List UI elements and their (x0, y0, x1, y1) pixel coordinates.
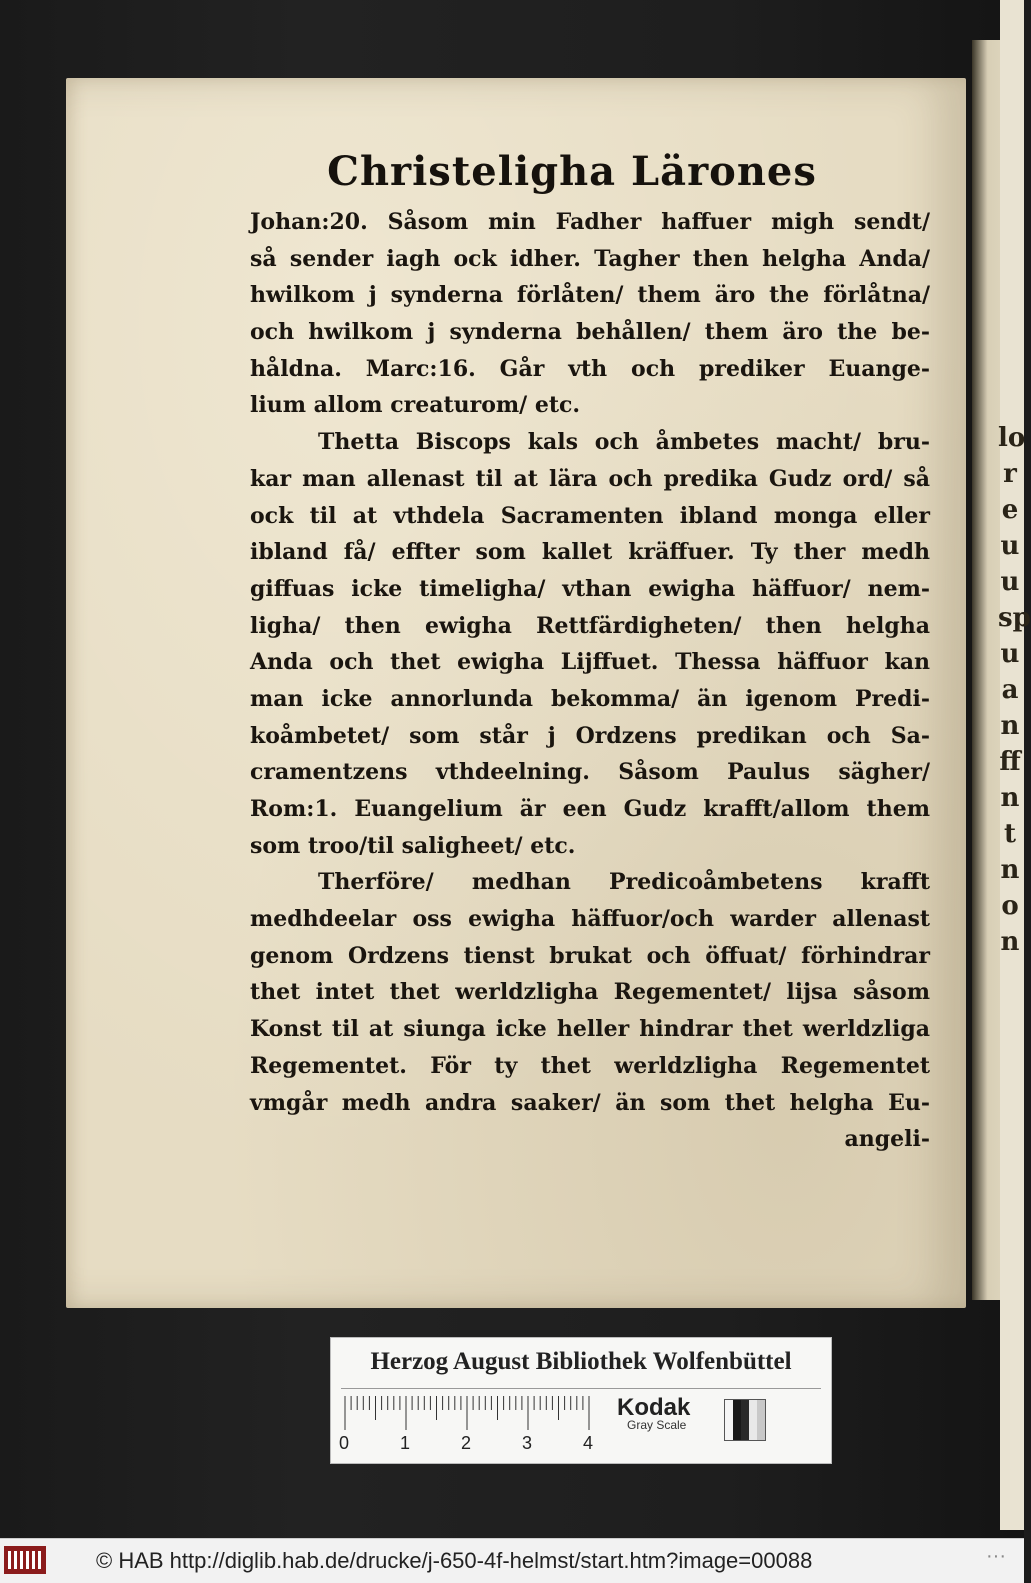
page-body-text (250, 204, 930, 1158)
text-line: cramentzens vthdeelning. Såsom Paulus sägher/ (250, 759, 930, 786)
text-line: koåmbetet/ som står j Ordzens predikan och Sa- (250, 722, 930, 749)
text-line: man icke annorlunda bekomma/ än igenom Predi- (250, 685, 930, 712)
text-line: håldna. Marc:16. Går vth och prediker Euange- (250, 355, 930, 382)
ruler-number-4: 4 (583, 1433, 594, 1453)
text-line: ibland få/ effter som kallet kräffuer. Ty ther medh (250, 539, 930, 566)
facing-page-glyph: lo (998, 423, 1026, 453)
text-line: ock til at vthdela Sacramenten ibland monga eller (250, 502, 930, 529)
calibration-card-divider (341, 1388, 821, 1389)
ruler-number-3: 3 (522, 1433, 533, 1453)
facing-page-glyph: sp (998, 603, 1031, 633)
text-line: ligha/ then ewigha Rettfärdigheten/ then helgha (250, 612, 930, 639)
text-line: thet intet thet werldzligha Regementet/ lijsa såsom (250, 979, 930, 1006)
kodak-logo: Kodak (617, 1394, 691, 1421)
text-line: Thetta Biscops kals och åmbetes macht/ bru- (318, 429, 930, 456)
ruler-scale (343, 1394, 603, 1434)
text-line: Rom:1. Euangelium är een Gudz krafft/allom them (250, 796, 930, 822)
color-calibration-card (330, 1337, 832, 1464)
text-line: kar man allenast til at lära och predika Gudz ord/ så (250, 465, 930, 492)
facing-page-text-fragments (998, 420, 1031, 960)
viewer-footer-bar (0, 1538, 1024, 1583)
text-line: Johan:20. Såsom min Fadher haffuer migh sendt/ (250, 209, 930, 235)
source-url-link[interactable]: © HAB http://diglib.hab.de/drucke/j-650-4f-helmst/start.htm?image=00088 (96, 1548, 813, 1573)
page-running-title: Christeligha Lärones (327, 148, 817, 195)
text-line: giffuas icke timeligha/ vthan ewigha häffuor/ nem- (250, 575, 930, 602)
facing-page-glyph: n (1000, 783, 1020, 813)
facing-page-glyph: o (1001, 891, 1019, 921)
calibration-card-title: Herzog August Bibliothek Wolfenbüttel (370, 1348, 792, 1375)
facing-page-glyph: ff (999, 747, 1021, 777)
text-line: som troo/til saligheet/ etc. (250, 832, 576, 859)
facing-page-glyph: n (1000, 855, 1020, 885)
text-line: vmgår medh andra saaker/ än som thet helgha Eu- (250, 1089, 930, 1116)
facing-page-glyph: u (1000, 639, 1020, 669)
facing-page-glyph: t (1003, 819, 1016, 849)
facing-page-glyph: e (1001, 495, 1019, 525)
facing-page-glyph: a (1001, 675, 1019, 705)
text-line: genom Ordzens tienst brukat och öffuat/ förhindrar (250, 942, 930, 969)
facing-page-glyph: u (1000, 531, 1020, 561)
text-line: så sender iagh ock idher. Tagher then helgha Anda/ (250, 245, 930, 272)
text-line: hwilkom j synderna förlåten/ them äro the förlåtna/ (250, 282, 930, 309)
kodak-grayscale-label: Gray Scale (627, 1418, 687, 1432)
facing-page-glyph: n (1000, 711, 1020, 741)
text-line: och hwilkom j synderna behållen/ them äro the be- (250, 319, 930, 346)
grayscale-patch (724, 1399, 766, 1441)
text-line: Regementet. För ty thet werldzligha Regementet (250, 1052, 930, 1079)
text-line: Anda och thet ewigha Lijffuet. Thessa häffuor kan (250, 649, 930, 676)
facing-page-glyph: r (1003, 459, 1017, 489)
more-options-icon[interactable]: ··· (986, 1545, 1006, 1567)
hab-logo-icon (4, 1546, 46, 1574)
facing-page-glyph: n (1000, 927, 1020, 957)
ruler-number-2: 2 (461, 1433, 472, 1453)
ruler-number-1: 1 (400, 1433, 411, 1453)
text-line: lium allom creaturom/ etc. (250, 392, 581, 419)
facing-page-glyph: u (1000, 567, 1020, 597)
ruler-number-0: 0 (339, 1433, 350, 1453)
text-line: Konst til at siunga icke heller hindrar thet werldzliga (250, 1016, 930, 1043)
text-line: medhdeelar oss ewigha häffuor/och warder allenast (250, 906, 930, 933)
text-line: angeli- (844, 1126, 930, 1153)
text-line: Therföre/ medhan Predicoåmbetens krafft (318, 869, 930, 896)
